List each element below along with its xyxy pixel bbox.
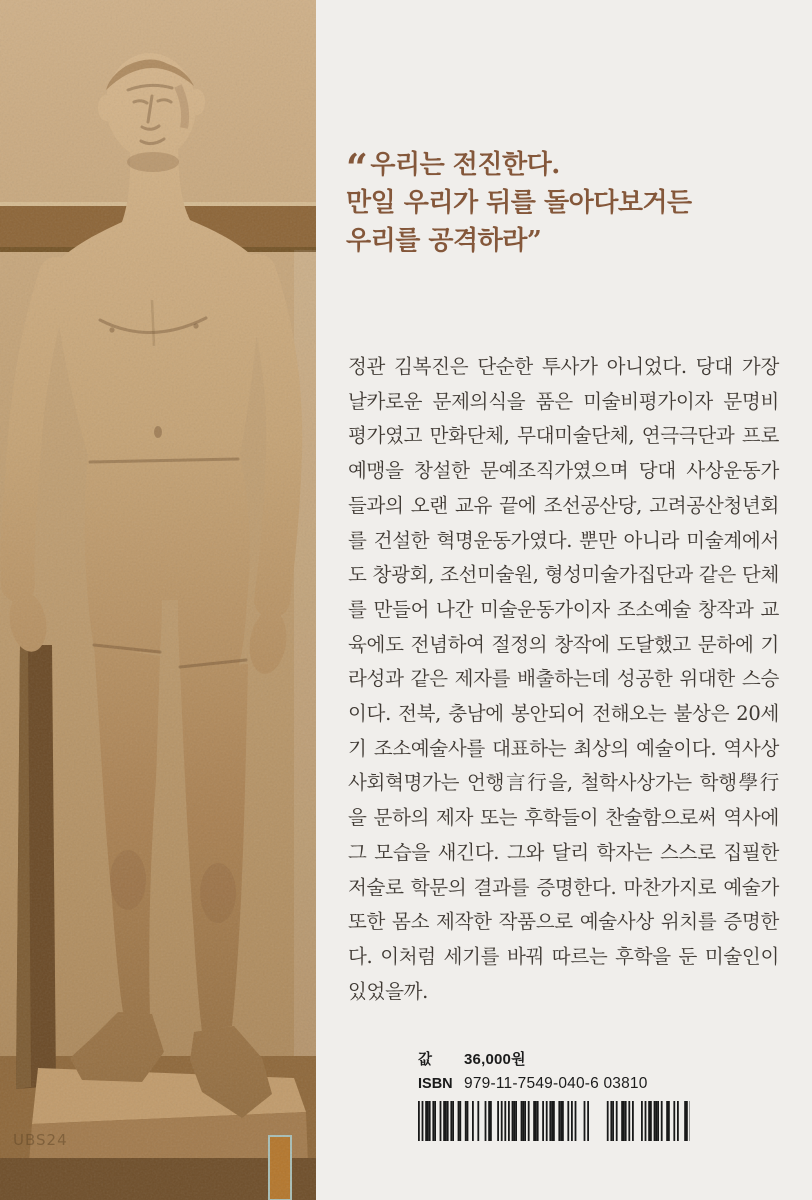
price-value: 36,000원 (464, 1051, 526, 1068)
quote-line-1-text: 우리는 전진한다. (370, 150, 560, 180)
pricing-block (418, 1046, 718, 1141)
isbn-label: ISBN (418, 1075, 453, 1092)
open-quote-mark: “ (346, 145, 368, 190)
barcode-bars (418, 1101, 690, 1141)
photo-watermark: UBS24 (13, 1131, 68, 1149)
quote-line-1 (346, 145, 782, 190)
quote-block (346, 146, 782, 260)
sculpture-photo-art (0, 0, 316, 1200)
price-row (418, 1046, 718, 1071)
cover-text-column (346, 0, 786, 1200)
book-description: 정관 김복진은 단순한 투사가 아니었다. 당대 가장 날카로운 문제의식을 품은 미술비평가이자 문명비평가였고 만화단체, 무대미술단체, 연극극단과 프로예맹을 창설한 문예조직가였으며 당대 사상운동가들과의 오랜 교유 끝에 조선공산당, 고려공산청년회를 건설한 혁명운동가였다. 뿐만 아니라 미술계에서도 창광회, 조선미술원, 형성미술가집단과 같은 단체를 만들어 나간 미술운동가이자 조소예술 창작과 교육에도 전념하여 절정의 창작에 도달했고 문하에 기라성과 같은 제자를 배출하는데 성공한 위대한 스승이다. 전북, 충남에 봉안되어 전해오는 불상은 20세기 조소예술사를 대표하는 최상의 예술이다. 역사상 사회혁명가는 언행言行을, 철학사상가는 학행學行을 문하의 제자 또는 후학들이 찬술함으로써 역사에 그 모습을 새긴다. 그와 달리 학자는 스스로 집필한 저술로 학문의 결과를 증명한다. 마찬가지로 예술가 또한 몸소 제작한 작품으로 예술사상 위치를 증명한다. 이처럼 세기를 바꿔 따르는 후학을 둔 미술인이 있었을까. (348, 355, 779, 1003)
isbn-row (418, 1071, 718, 1096)
sculpture-photo (0, 0, 316, 1200)
isbn-barcode (418, 1101, 718, 1141)
quote-line-2: 만일 우리가 뒤를 돌아다보거든 (346, 188, 692, 218)
price-label: 값 (418, 1052, 433, 1068)
isbn-value: 979-11-7549-040-6 03810 (464, 1074, 648, 1092)
quote-line-3: 우리를 공격하라” (346, 226, 542, 256)
